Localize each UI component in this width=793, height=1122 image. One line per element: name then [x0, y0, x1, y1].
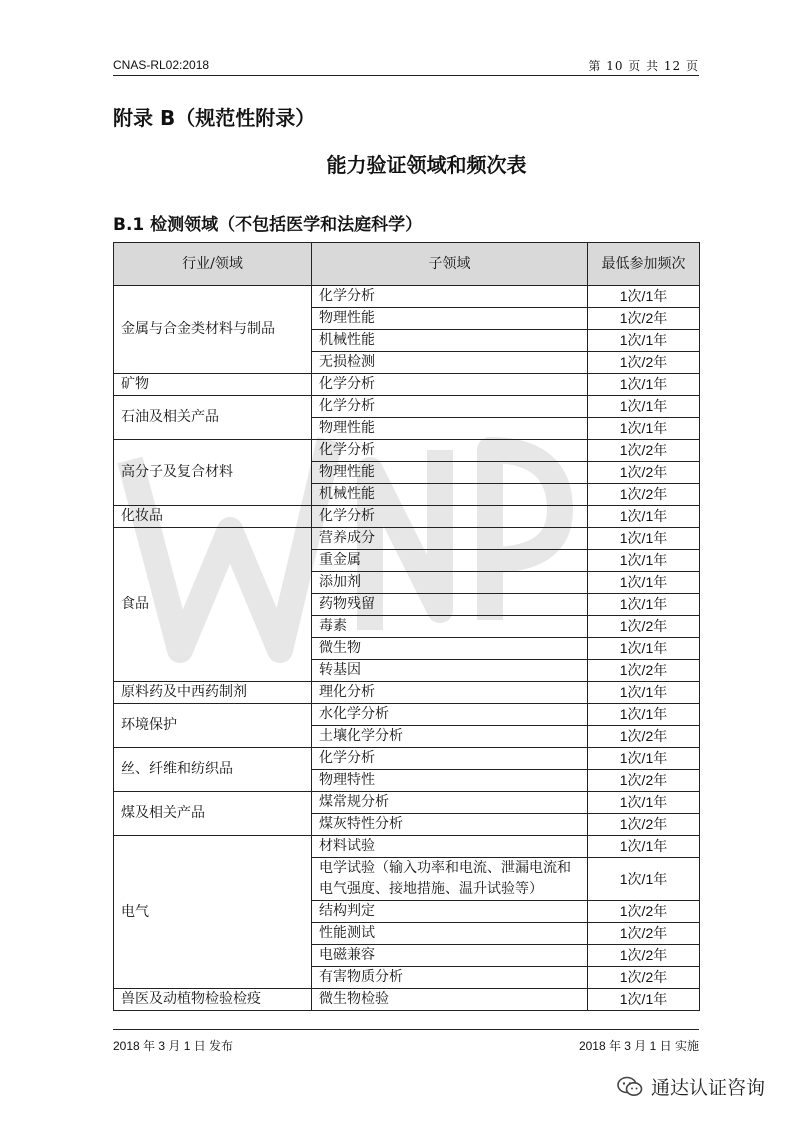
frequency-cell: 1次/2年 — [588, 923, 700, 945]
subfield-cell: 化学分析 — [312, 396, 588, 418]
header-industry: 行业/领域 — [114, 243, 312, 286]
table-row — [114, 506, 700, 528]
industry-cell: 石油及相关产品 — [114, 396, 312, 440]
frequency-cell: 1次/1年 — [588, 704, 700, 726]
subfield-cell: 重金属 — [312, 550, 588, 572]
frequency-cell: 1次/2年 — [588, 352, 700, 374]
subfield-cell: 电学试验（输入功率和电流、泄漏电流和电气强度、接地措施、温升试验等） — [312, 858, 588, 901]
implement-date: 2018 年 3 月 1 日 实施 — [578, 1039, 699, 1053]
subfield-cell: 物理性能 — [312, 308, 588, 330]
subfield-cell: 药物残留 — [312, 594, 588, 616]
subfield-cell: 无损检测 — [312, 352, 588, 374]
wechat-badge — [617, 1073, 765, 1100]
subfield-cell: 机械性能 — [312, 484, 588, 506]
subfield-cell: 土壤化学分析 — [312, 726, 588, 748]
frequency-cell: 1次/1年 — [588, 374, 700, 396]
frequency-cell: 1次/1年 — [588, 792, 700, 814]
header-frequency: 最低参加频次 — [588, 243, 700, 286]
table-row — [114, 836, 700, 858]
industry-cell: 矿物 — [114, 374, 312, 396]
subfield-cell: 机械性能 — [312, 330, 588, 352]
wechat-icon — [617, 1076, 643, 1098]
table-row — [114, 286, 700, 308]
frequency-cell: 1次/2年 — [588, 945, 700, 967]
frequency-cell: 1次/2年 — [588, 967, 700, 989]
appendix-title: 附录 B（规范性附录） — [113, 106, 316, 130]
frequency-cell: 1次/2年 — [588, 814, 700, 836]
subfield-cell: 煤灰特性分析 — [312, 814, 588, 836]
footer-divider — [113, 1029, 699, 1030]
table-row — [114, 528, 700, 550]
frequency-cell: 1次/1年 — [588, 594, 700, 616]
subfield-cell: 物理性能 — [312, 418, 588, 440]
table-row — [114, 704, 700, 726]
frequency-cell: 1次/2年 — [588, 726, 700, 748]
subfield-cell: 化学分析 — [312, 374, 588, 396]
frequency-cell: 1次/1年 — [588, 638, 700, 660]
industry-cell: 原料药及中西药制剂 — [114, 682, 312, 704]
frequency-cell: 1次/1年 — [588, 550, 700, 572]
table-row — [114, 748, 700, 770]
frequency-table — [113, 242, 700, 1011]
table-row — [114, 682, 700, 704]
industry-cell: 化妆品 — [114, 506, 312, 528]
subfield-cell: 化学分析 — [312, 440, 588, 462]
frequency-cell: 1次/1年 — [588, 836, 700, 858]
header-divider — [113, 75, 699, 76]
table-row — [114, 374, 700, 396]
frequency-cell: 1次/2年 — [588, 770, 700, 792]
page-info: 第 10 页 共 12 页 — [588, 59, 699, 73]
frequency-cell: 1次/2年 — [588, 440, 700, 462]
doc-code: CNAS-RL02:2018 — [113, 58, 210, 72]
subfield-cell: 理化分析 — [312, 682, 588, 704]
frequency-cell: 1次/2年 — [588, 308, 700, 330]
subfield-cell: 化学分析 — [312, 286, 588, 308]
publish-date: 2018 年 3 月 1 日 发布 — [113, 1039, 234, 1053]
frequency-cell: 1次/1年 — [588, 682, 700, 704]
table-row — [114, 792, 700, 814]
subfield-cell: 营养成分 — [312, 528, 588, 550]
frequency-cell: 1次/1年 — [588, 748, 700, 770]
subfield-cell: 微生物 — [312, 638, 588, 660]
table-header-row — [114, 243, 700, 286]
subfield-cell: 微生物检验 — [312, 989, 588, 1011]
table-row — [114, 396, 700, 418]
frequency-cell: 1次/2年 — [588, 462, 700, 484]
table-row — [114, 440, 700, 462]
frequency-cell: 1次/1年 — [588, 506, 700, 528]
industry-cell: 丝、纤维和纺织品 — [114, 748, 312, 792]
wechat-account-name: 通达认证咨询 — [650, 1077, 765, 1099]
subfield-cell: 毒素 — [312, 616, 588, 638]
subfield-cell: 煤常规分析 — [312, 792, 588, 814]
header-subfield: 子领域 — [312, 243, 588, 286]
table-row — [114, 989, 700, 1011]
frequency-cell: 1次/1年 — [588, 528, 700, 550]
subfield-cell: 水化学分析 — [312, 704, 588, 726]
frequency-cell: 1次/2年 — [588, 616, 700, 638]
section-title: B.1 检测领域（不包括医学和法庭科学） — [113, 215, 423, 235]
industry-cell: 煤及相关产品 — [114, 792, 312, 836]
subfield-cell: 化学分析 — [312, 506, 588, 528]
subfield-cell: 结构判定 — [312, 901, 588, 923]
subfield-cell: 添加剂 — [312, 572, 588, 594]
industry-cell: 电气 — [114, 836, 312, 989]
frequency-cell: 1次/1年 — [588, 286, 700, 308]
industry-cell: 高分子及复合材料 — [114, 440, 312, 506]
subfield-cell: 材料试验 — [312, 836, 588, 858]
frequency-cell: 1次/1年 — [588, 330, 700, 352]
subfield-cell: 物理特性 — [312, 770, 588, 792]
subfield-cell: 性能测试 — [312, 923, 588, 945]
frequency-cell: 1次/2年 — [588, 660, 700, 682]
industry-cell: 食品 — [114, 528, 312, 682]
industry-cell: 兽医及动植物检验检疫 — [114, 989, 312, 1011]
frequency-cell: 1次/1年 — [588, 396, 700, 418]
industry-cell: 环境保护 — [114, 704, 312, 748]
subfield-cell: 化学分析 — [312, 748, 588, 770]
frequency-cell: 1次/1年 — [588, 418, 700, 440]
subfield-cell: 有害物质分析 — [312, 967, 588, 989]
table-title: 能力验证领域和频次表 — [326, 153, 527, 177]
subfield-cell: 电磁兼容 — [312, 945, 588, 967]
frequency-cell: 1次/1年 — [588, 858, 700, 901]
industry-cell: 金属与合金类材料与制品 — [114, 286, 312, 374]
frequency-cell: 1次/2年 — [588, 901, 700, 923]
subfield-cell: 物理性能 — [312, 462, 588, 484]
subfield-cell: 转基因 — [312, 660, 588, 682]
frequency-cell: 1次/1年 — [588, 989, 700, 1011]
frequency-cell: 1次/1年 — [588, 572, 700, 594]
frequency-cell: 1次/2年 — [588, 484, 700, 506]
